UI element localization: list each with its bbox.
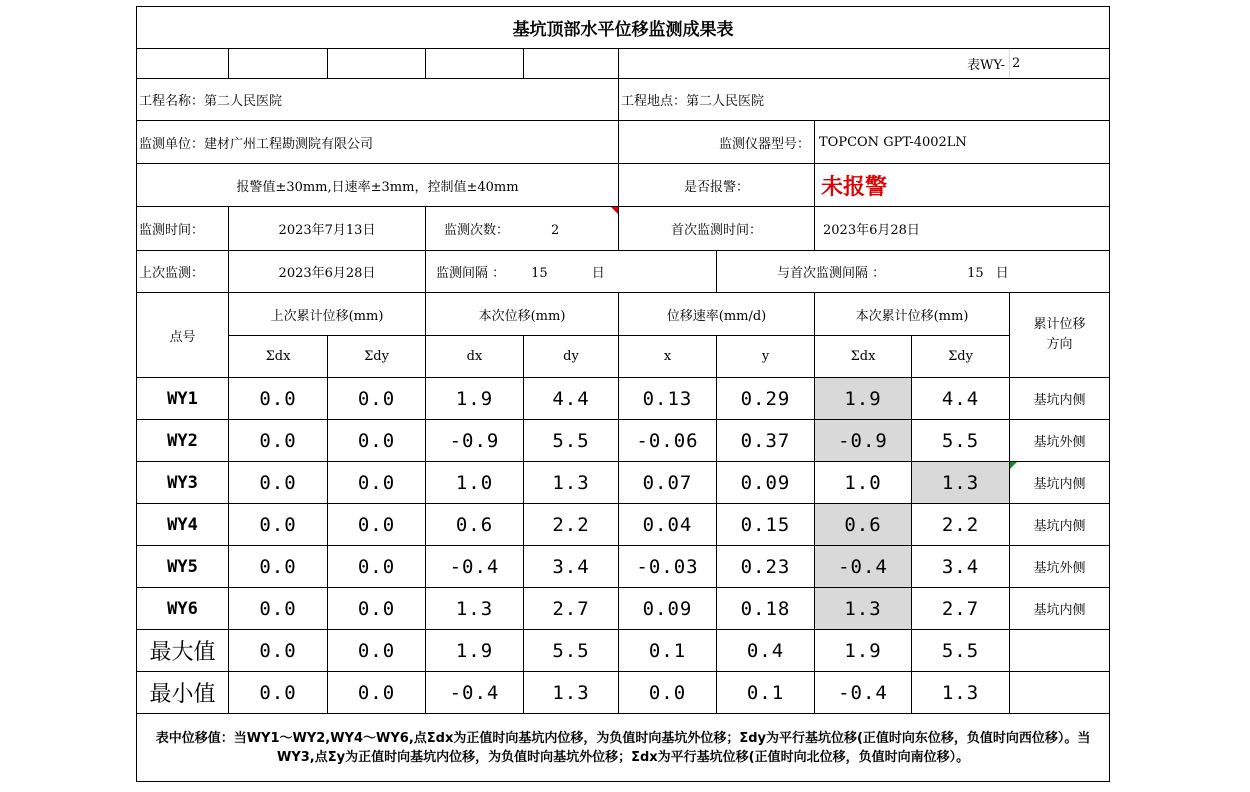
rate-y: 0.15 [717, 504, 815, 546]
min-dy: 1.3 [524, 672, 619, 714]
first-interval-unit: 日 [995, 266, 1009, 281]
header-direction: 累计位移方向 [1010, 293, 1110, 378]
max-prev-sum-dy: 0.0 [328, 630, 426, 672]
table-number-label: 表WY- [619, 49, 1010, 79]
min-prev-sum-dx: 0.0 [229, 672, 328, 714]
direction: 基坑外侧 [1010, 420, 1110, 462]
cum-sum-dy: 2.2 [912, 504, 1010, 546]
cum-sum-dy: 4.4 [912, 378, 1010, 420]
prev-sum-dy: 0.0 [328, 420, 426, 462]
this-dx: 1.9 [426, 378, 524, 420]
monitoring-report-sheet [136, 6, 1109, 782]
this-dy: 4.4 [524, 378, 619, 420]
last-monitor-value: 2023年6月28日 [229, 251, 426, 293]
interval-unit: 日 [591, 266, 605, 281]
prev-sum-dy: 0.0 [328, 378, 426, 420]
monitoring-unit-label: 监测单位： [139, 136, 205, 152]
direction: 基坑内侧 [1010, 588, 1110, 630]
table-row [137, 504, 1110, 546]
table-row [137, 588, 1110, 630]
this-dx: -0.4 [426, 546, 524, 588]
monitor-count-label: 监测次数： [444, 223, 510, 238]
header-dy: dy [524, 336, 619, 378]
header-rate: 位移速率(mm/d) [619, 293, 815, 336]
max-dy: 5.5 [524, 630, 619, 672]
cum-sum-dx: 1.3 [815, 588, 912, 630]
max-row [137, 630, 1110, 672]
interval-value: 15 [531, 266, 548, 281]
rate-y: 0.09 [717, 462, 815, 504]
this-dx: 0.6 [426, 504, 524, 546]
min-cum-sum-dy: 1.3 [912, 672, 1010, 714]
direction: 基坑内侧 [1010, 504, 1110, 546]
project-site-value: 第二人民医院 [686, 94, 765, 109]
report-title: 基坑顶部水平位移监测成果表 [137, 7, 1110, 49]
report-table [136, 6, 1110, 782]
this-dx: 1.3 [426, 588, 524, 630]
rate-x: 0.09 [619, 588, 717, 630]
point-id: WY1 [137, 378, 229, 420]
max-rate-x: 0.1 [619, 630, 717, 672]
last-monitor-label: 上次监测： [137, 251, 229, 293]
point-id: WY4 [137, 504, 229, 546]
table-row [137, 546, 1110, 588]
this-dy: 5.5 [524, 420, 619, 462]
first-time-value: 2023年6月28日 [815, 207, 1110, 251]
monitor-time-value: 2023年7月13日 [229, 207, 426, 251]
max-cum-sum-dx: 1.9 [815, 630, 912, 672]
header-this-cum: 本次累计位移(mm) [815, 293, 1010, 336]
prev-sum-dx: 0.0 [229, 546, 328, 588]
project-site-label: 工程地点： [621, 94, 687, 109]
first-time-label: 首次监测时间： [619, 207, 815, 251]
monitor-count-cell [426, 207, 619, 251]
rate-x: 0.04 [619, 504, 717, 546]
direction [1010, 462, 1110, 504]
header-dx: dx [426, 336, 524, 378]
min-label: 最小值 [137, 672, 229, 714]
header-point: 点号 [137, 293, 229, 378]
cum-sum-dx: -0.4 [815, 546, 912, 588]
rate-x: 0.07 [619, 462, 717, 504]
direction: 基坑外侧 [1010, 546, 1110, 588]
direction-text: 基坑内侧 [1033, 477, 1086, 492]
min-prev-sum-dy: 0.0 [328, 672, 426, 714]
this-dy: 2.2 [524, 504, 619, 546]
max-rate-y: 0.4 [717, 630, 815, 672]
cum-sum-dy: 1.3 [912, 462, 1010, 504]
max-label: 最大值 [137, 630, 229, 672]
max-dx: 1.9 [426, 630, 524, 672]
this-dy: 1.3 [524, 462, 619, 504]
prev-sum-dx: 0.0 [229, 588, 328, 630]
cum-sum-dy: 2.7 [912, 588, 1010, 630]
rate-y: 0.18 [717, 588, 815, 630]
cum-sum-dx: 1.9 [815, 378, 912, 420]
instrument-label: 监测仪器型号： [619, 121, 815, 164]
monitor-time-label: 监测时间： [137, 207, 229, 251]
table-number-row [137, 49, 1110, 79]
table-number-value: 2 [1010, 49, 1110, 79]
cum-sum-dx: 1.0 [815, 462, 912, 504]
header-x: x [619, 336, 717, 378]
header-prev-sum-dx: Σdx [229, 336, 328, 378]
table-row [137, 420, 1110, 462]
max-cum-sum-dy: 5.5 [912, 630, 1010, 672]
prev-sum-dy: 0.0 [328, 546, 426, 588]
min-rate-x: 0.0 [619, 672, 717, 714]
project-name-label: 工程名称： [139, 94, 205, 109]
cum-sum-dx: -0.9 [815, 420, 912, 462]
table-row [137, 462, 1110, 504]
cum-sum-dx: 0.6 [815, 504, 912, 546]
prev-sum-dx: 0.0 [229, 420, 328, 462]
min-cum-sum-dx: -0.4 [815, 672, 912, 714]
direction: 基坑内侧 [1010, 378, 1110, 420]
alarm-thresholds: 报警值±30mm,日速率±3mm，控制值±40mm [137, 164, 619, 207]
monitoring-unit-value: 建材广州工程勘测院有限公司 [204, 136, 374, 152]
monitoring-unit-cell [137, 121, 619, 164]
cum-sum-dy: 5.5 [912, 420, 1010, 462]
min-dx: -0.4 [426, 672, 524, 714]
prev-sum-dy: 0.0 [328, 462, 426, 504]
project-name-cell [137, 79, 619, 121]
min-rate-y: 0.1 [717, 672, 815, 714]
point-id: WY2 [137, 420, 229, 462]
rate-x: 0.13 [619, 378, 717, 420]
min-row [137, 672, 1110, 714]
instrument-value: TOPCON GPT-4002LN [815, 121, 1110, 164]
header-cum-sum-dx: Σdx [815, 336, 912, 378]
header-cum-sum-dy: Σdy [912, 336, 1010, 378]
this-dx: -0.9 [426, 420, 524, 462]
rate-y: 0.37 [717, 420, 815, 462]
rate-x: -0.03 [619, 546, 717, 588]
alarm-label: 是否报警： [619, 164, 815, 207]
project-site-cell [619, 79, 1110, 121]
interval-cell [426, 251, 717, 293]
this-dx: 1.0 [426, 462, 524, 504]
prev-sum-dx: 0.0 [229, 504, 328, 546]
first-interval-cell [717, 251, 1110, 293]
interval-label: 监测间隔 ： [436, 266, 506, 281]
rate-y: 0.23 [717, 546, 815, 588]
rate-y: 0.29 [717, 378, 815, 420]
max-prev-sum-dx: 0.0 [229, 630, 328, 672]
table-row [137, 378, 1110, 420]
first-interval-label: 与首次监测间隔 ： [777, 266, 886, 281]
prev-sum-dy: 0.0 [328, 504, 426, 546]
prev-sum-dx: 0.0 [229, 378, 328, 420]
rate-x: -0.06 [619, 420, 717, 462]
point-id: WY5 [137, 546, 229, 588]
header-prev-sum-dy: Σdy [328, 336, 426, 378]
project-name-value: 第二人民医院 [204, 94, 283, 109]
header-y: y [717, 336, 815, 378]
point-id: WY6 [137, 588, 229, 630]
first-interval-value: 15 [967, 266, 984, 281]
prev-sum-dx: 0.0 [229, 462, 328, 504]
header-this-disp: 本次位移(mm) [426, 293, 619, 336]
point-id: WY3 [137, 462, 229, 504]
this-dy: 3.4 [524, 546, 619, 588]
comment-indicator-icon [611, 207, 618, 214]
prev-sum-dy: 0.0 [328, 588, 426, 630]
alarm-status: 未报警 [815, 164, 1110, 207]
cum-sum-dy: 3.4 [912, 546, 1010, 588]
header-prev-cum: 上次累计位移(mm) [229, 293, 426, 336]
footnote: 表中位移值：当WY1～WY2,WY4～WY6,点Σdx为正值时向基坑内位移，为负值时向基坑外位移；Σdy为平行基坑位移(正值时向东位移，负值时向西位移）。当WY3,点Σy为正值时向基坑内位移，为负值时向基坑外位移；Σdx为平行基坑位移(正值时向北位移，负值时向南位移）。 [137, 714, 1110, 782]
comment-indicator-icon [1010, 462, 1017, 469]
this-dy: 2.7 [524, 588, 619, 630]
monitor-count-value: 2 [551, 223, 560, 238]
